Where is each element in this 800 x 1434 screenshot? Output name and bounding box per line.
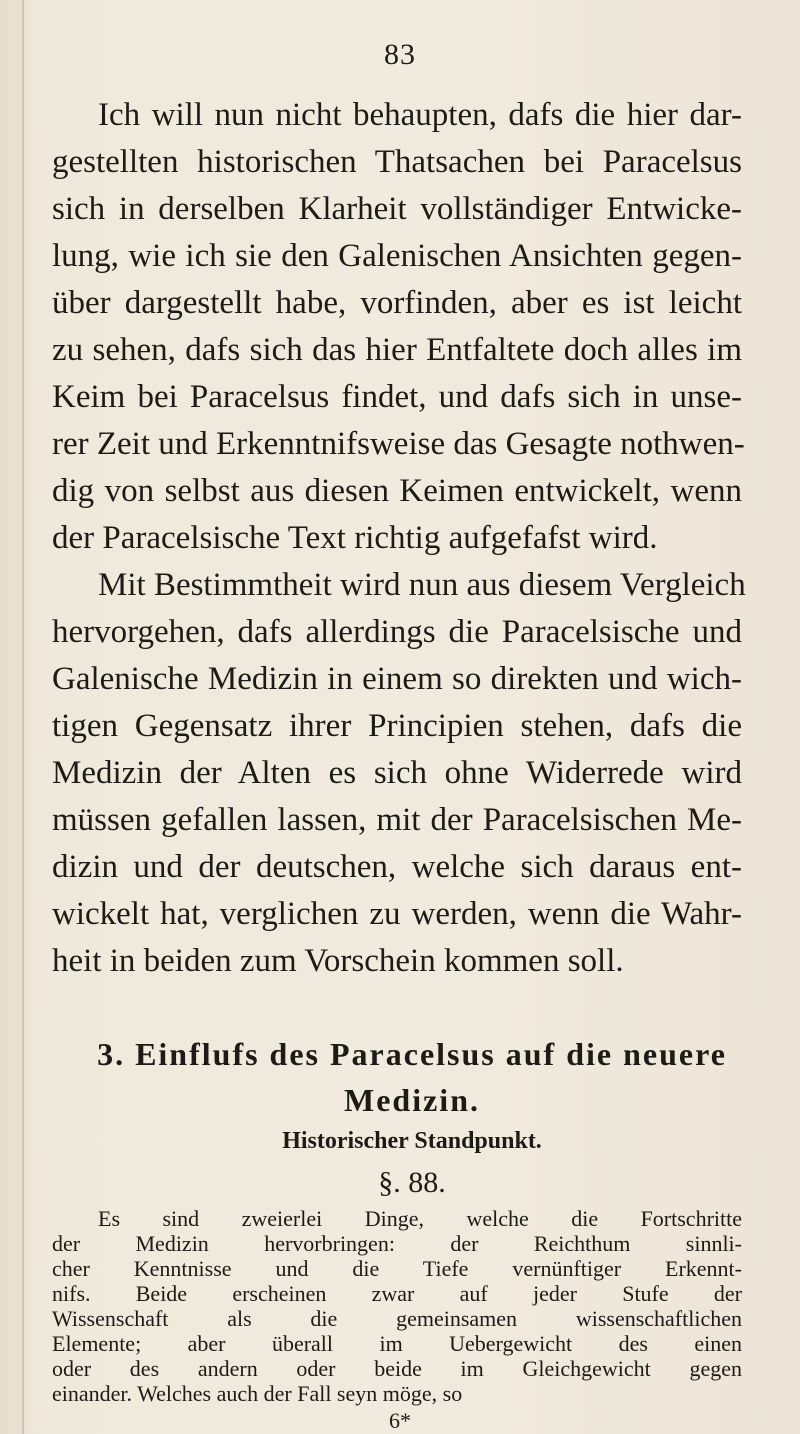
page-gutter [22,0,24,1434]
text-line: dizin und der deutschen, welche sich daraus ent- [52,849,742,885]
text-line: Elemente; aber überall im Uebergewicht des einen [52,1331,742,1356]
text-line: müssen gefallen lassen, mit der Paracelsischen Me- [52,802,742,838]
text-line: Galenische Medizin in einem so direkten und wich- [52,661,742,697]
text-line: Es sind zweierlei Dinge, welche die Fortschritte [98,1206,742,1231]
page-number: 83 [384,38,416,71]
paragraph-1 [52,92,745,562]
text-line: rer Zeit und Erkenntnifsweise das Gesagte nothwen- [52,426,745,462]
text-line: cher Kenntnisse und die Tiefe vernünftiger Erkennt- [52,1256,742,1281]
text-line: zu sehen, dafs sich das hier Entfaltete doch alles im [52,332,742,368]
text-line: der Paracelsische Text richtig aufgefafst wird. [52,520,658,556]
text-line: nifs. Beide erscheinen zwar auf jeder Stufe der [52,1281,742,1306]
text-line: heit in beiden zum Vorschein kommen soll. [52,943,624,979]
text-line: Wissenschaft als die gemeinsamen wissenschaftlichen [52,1306,742,1331]
section-title-continued: Medizin. [344,1082,480,1118]
text-line: lung, wie ich sie den Galenischen Ansichten gegen- [52,238,742,274]
text-line: sich in derselben Klarheit vollständiger Entwicke- [52,191,742,227]
text-line: oder des andern oder beide im Gleichgewicht gegen [52,1356,742,1381]
signature-mark: 6* [389,1408,411,1433]
text-line: gestellten historischen Thatsachen bei Paracelsus [52,144,742,180]
section-subtitle: Historischer Standpunkt. [282,1128,542,1154]
paragraph-2 [52,562,746,985]
text-line: einander. Welches auch der Fall seyn möge, so [52,1381,463,1406]
text-line: Medizin der Alten es sich ohne Widerrede wird [52,755,742,791]
text-line: der Medizin hervorbringen: der Reichthum sinnli- [52,1231,742,1256]
text-line: Mit Bestimmtheit wird nun aus diesem Vergleich [98,567,746,603]
text-line: hervorgehen, dafs allerdings die Paracelsische und [52,614,742,650]
text-line: tigen Gegensatz ihrer Principien stehen, dafs die [52,708,742,744]
paragraph-number: §. 88. [378,1166,446,1199]
text-line: Ich will nun nicht behaupten, dafs die hier dar- [98,97,742,133]
section-title: 3. Einflufs des Paracelsus auf die neuere [97,1036,727,1072]
text-line: Keim bei Paracelsus findet, und dafs sich in unse- [52,379,742,415]
paragraph-3 [52,1206,742,1406]
text-line: dig von selbst aus diesen Keimen entwickelt, wenn [52,473,742,509]
text-line: wickelt hat, verglichen zu werden, wenn die Wahr- [52,896,742,932]
text-line: über dargestellt habe, vorfinden, aber es ist leicht [52,285,742,321]
